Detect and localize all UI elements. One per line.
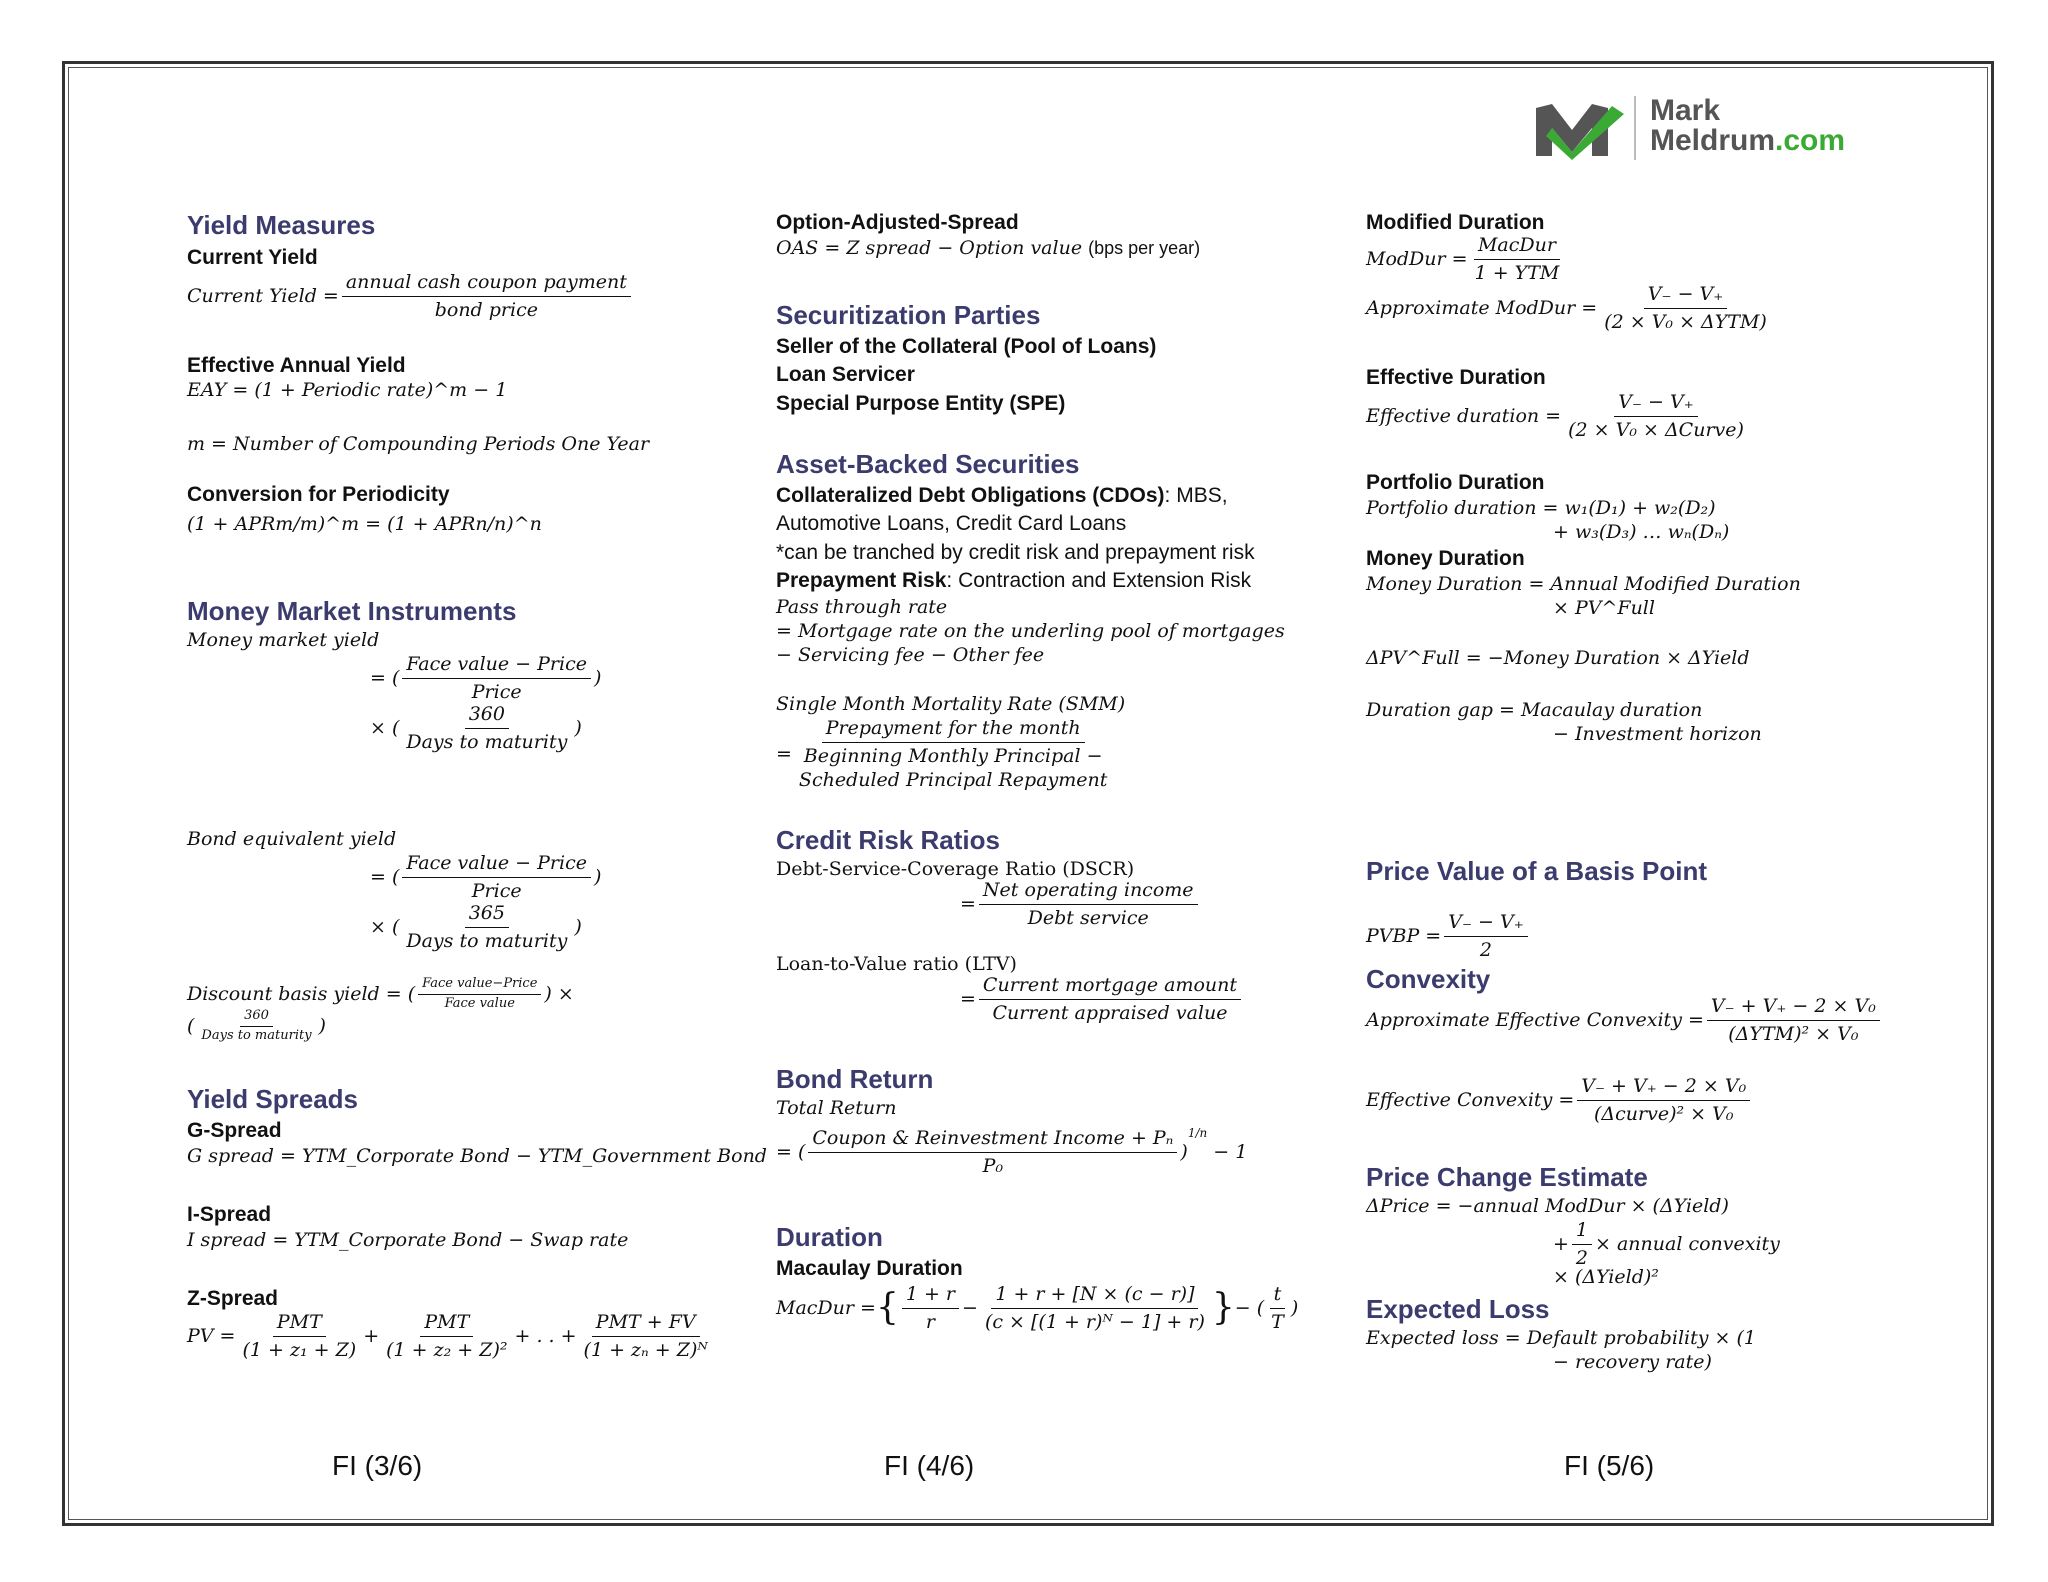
fraction (979, 973, 1241, 1025)
formula-lhs: Effective Convexity = (1366, 1088, 1575, 1111)
numerator: 1 + r (902, 1282, 959, 1309)
numerator: Current mortgage amount (979, 973, 1241, 1000)
denominator: Price (471, 680, 522, 703)
logo-text-dotcom: .com (1775, 124, 1846, 157)
fraction (1572, 1218, 1592, 1270)
formula-mm-line2: × ( $\frac{360}{\text{Days to maturity}}$ ) (370, 703, 582, 753)
fraction (1267, 1282, 1288, 1334)
fraction (580, 1310, 712, 1362)
formula-moddur (1366, 233, 1566, 285)
denominator: (1 + z₂ + Z)² (386, 1338, 508, 1361)
fraction (979, 878, 1198, 930)
formula-g-spread: G spread = YTM_Corporate Bond − YTM_Government Bond (187, 1145, 767, 1167)
fraction (402, 901, 571, 953)
text-total-return: Total Return (776, 1097, 897, 1119)
denominator: (ΔYTM)² × V₀ (1728, 1022, 1859, 1045)
heading-duration: Duration (776, 1222, 883, 1252)
fraction (402, 652, 591, 704)
subheading-macaulay: Macaulay Duration (776, 1257, 963, 1280)
formula-eay: EAY = (1 + Periodic rate)^m − 1 (187, 379, 508, 401)
denominator: Days to maturity (406, 929, 568, 952)
subheading-effective-duration: Effective Duration (1366, 366, 1546, 389)
fraction (1577, 1074, 1750, 1126)
text-prepayment-risk (776, 567, 1251, 595)
formula-conversion: (1 + APRm/m)^m = (1 + APRn/n)^n (187, 513, 542, 535)
formula-total-return: = ( $\frac{\text{Coupon \& Reinvestment Income + Pₙ}}{\text{P₀}}$ ) $^{1/n}$ − 1 (776, 1126, 1248, 1177)
text-sec-party-3: Special Purpose Entity (SPE) (776, 392, 1066, 415)
footer-page-fi-3: FI (3/6) (332, 1450, 423, 1481)
denominator: bond price (434, 298, 538, 321)
denominator: 2 (1575, 1246, 1589, 1269)
subheading-modified-duration: Modified Duration (1366, 211, 1545, 234)
denominator-line1: Beginning Monthly Principal − (803, 744, 1103, 767)
denominator: Current appraised value (992, 1001, 1228, 1024)
numerator: PMT (420, 1310, 473, 1337)
numerator: MacDur (1474, 233, 1560, 260)
formula-discount-basis-yield: Discount basis yield = ( $\frac{\text{Face value−Price}}{\text{Face value}}$ ) × (187, 976, 574, 1011)
formula-approx-moddur (1366, 282, 1774, 334)
formula-lhs: Approximate Effective Convexity = (1366, 1008, 1704, 1031)
numerator: V₋ − V₊ (1644, 282, 1728, 309)
text-cdo-line1 (776, 482, 1228, 510)
subheading-current-yield: Current Yield (187, 246, 318, 269)
numerator: V₋ − V₊ (1614, 390, 1698, 417)
formula-oas-text: OAS = Z spread − Option value (776, 237, 1083, 259)
denominator: Debt service (1027, 906, 1149, 929)
text-m-definition: m = Number of Compounding Periods One Year (187, 433, 650, 455)
subheading-conversion: Conversion for Periodicity (187, 483, 450, 506)
denominator: (1 + zₙ + Z)ᴺ (583, 1338, 708, 1361)
text-prepay-rest: : Contraction and Extension Risk (946, 569, 1252, 592)
numerator: t (1270, 1282, 1286, 1309)
numerator: V₋ + V₊ − 2 × V₀ (1577, 1074, 1750, 1101)
fraction (1471, 233, 1564, 285)
text-ltv: Loan-to-Value ratio (LTV) (776, 953, 1017, 975)
formula-lhs: Effective duration = (1366, 404, 1562, 427)
subheading-z-spread: Z-Spread (187, 1287, 279, 1310)
numerator: 365 (465, 901, 509, 928)
subheading-eay: Effective Annual Yield (187, 354, 406, 377)
denominator-line2: Scheduled Principal Repayment (798, 769, 1108, 792)
formula-tail: × annual convexity (1595, 1232, 1780, 1255)
formula-el-1: Expected loss = Default probability × (1 (1366, 1327, 1756, 1349)
formula-mm-line1: = ( $\frac{\text{Face value − Price}}{\text{Price}}$ ) (370, 653, 602, 703)
exponent: 1/n (1187, 1126, 1208, 1140)
text-bond-equivalent-yield: Bond equivalent yield (187, 828, 397, 850)
logo-divider (1634, 96, 1636, 160)
heading-price-change: Price Change Estimate (1366, 1162, 1648, 1192)
heading-money-market: Money Market Instruments (187, 596, 517, 626)
text-prepay-bold: Prepayment Risk (776, 569, 947, 592)
formula-pce-1: ΔPrice = −annual ModDur × (ΔYield) (1366, 1195, 1729, 1217)
fraction (342, 270, 631, 322)
text-dscr: Debt-Service-Coverage Ratio (DSCR) (776, 858, 1135, 880)
formula-lhs: Current Yield = (187, 284, 339, 307)
text-cdo-line2: Automotive Loans, Credit Card Loans (776, 512, 1127, 535)
denominator: (c × [(1 + r)ᴺ − 1] + r) (984, 1310, 1205, 1333)
formula-duration-gap-1: Duration gap = Macaulay duration (1366, 699, 1703, 721)
subheading-portfolio-duration: Portfolio Duration (1366, 471, 1545, 494)
text-smm-title: Single Month Mortality Rate (SMM) (776, 693, 1126, 715)
denominator: Days to maturity (406, 730, 568, 753)
fraction (197, 1008, 315, 1045)
numerator: Face value − Price (402, 851, 591, 878)
formula-delta-pv: ΔPV^Full = −Money Duration × ΔYield (1366, 647, 1750, 669)
numerator: PMT (273, 1310, 326, 1337)
heading-convexity: Convexity (1366, 964, 1491, 994)
fraction (1600, 282, 1771, 334)
formula-i-spread: I spread = YTM_Corporate Bond − Swap rate (187, 1229, 629, 1251)
text-cdo-bold: Collateralized Debt Obligations (CDOs) (776, 484, 1165, 507)
numerator: PMT + FV (592, 1310, 700, 1337)
numerator: V₋ − V₊ (1444, 910, 1528, 937)
formula-smm: = Prepayment for the month Beginning Monthly Principal − Scheduled Principal Repayment (776, 716, 1114, 793)
fraction (1707, 994, 1880, 1046)
heading-pvbp: Price Value of a Basis Point (1366, 856, 1708, 886)
formula-effective-duration (1366, 390, 1751, 442)
formula-bey-line1: = ( $\frac{\text{Face value − Price}}{\text{Price}}$ ) (370, 852, 602, 902)
fraction (418, 976, 541, 1013)
numerator: Coupon & Reinvestment Income + Pₙ (808, 1126, 1177, 1153)
text-sec-party-2: Loan Servicer (776, 363, 915, 386)
formula-ellipsis: + . . + (514, 1324, 577, 1347)
subheading-i-spread: I-Spread (187, 1203, 272, 1226)
fraction (808, 1126, 1177, 1178)
formula-current-yield (187, 270, 634, 322)
formula-approx-convexity (1366, 994, 1883, 1046)
numerator: 360 (240, 1008, 273, 1027)
text-ptr-2: = Mortgage rate on the underling pool of mortgages (776, 620, 1285, 642)
fraction (402, 702, 571, 754)
formula-portfolio-2: + w₃(D₃) … wₙ(Dₙ) (1553, 521, 1730, 543)
denominator: (Δcurve)² × V₀ (1594, 1102, 1734, 1125)
fraction (1444, 910, 1528, 962)
footer-page-fi-4: FI (4/6) (884, 1450, 975, 1481)
text-sec-party-1: Seller of the Collateral (Pool of Loans) (776, 335, 1157, 358)
formula-el-2: − recovery rate) (1553, 1351, 1712, 1373)
formula-money-1: Money Duration = Annual Modified Duration (1366, 573, 1801, 595)
denominator: Days to maturity (201, 1027, 312, 1043)
numerator: Prepayment for the month (822, 716, 1085, 743)
heading-securitization: Securitization Parties (776, 300, 1041, 330)
fraction (382, 1310, 511, 1362)
formula-lhs: PVBP = (1366, 924, 1442, 947)
formula-lhs: MacDur = (776, 1296, 876, 1319)
denominator: (2 × V₀ × ΔYTM) (1604, 310, 1767, 333)
text-ptr-3: − Servicing fee − Other fee (776, 644, 1045, 666)
fraction (238, 1310, 360, 1362)
denominator: r (925, 1310, 935, 1333)
formula-dscr: = $\frac{\text{Net operating income}}{\text{Debt service}}$ (960, 878, 1201, 930)
formula-portfolio-1: Portfolio duration = w₁(D₁) + w₂(D₂) (1366, 497, 1716, 519)
heading-expected-loss: Expected Loss (1366, 1294, 1550, 1324)
formula-macaulay: MacDur = { $\frac{1 + r}{r}$ − $\frac{1 + r + [N \times (c - r)]}{\text{(c × [(1 + r)ᴺ − 1] + r)}}$ } − ( $\frac{t}{T}$ ) (776, 1283, 1299, 1333)
denominator: Face value (444, 995, 515, 1011)
formula-oas (776, 236, 1200, 261)
formula-lhs: PV = (187, 1324, 236, 1347)
denominator: (1 + z₁ + Z) (242, 1338, 357, 1361)
fraction (902, 1282, 959, 1334)
fraction (981, 1282, 1209, 1334)
formula-pce-3: × (ΔYield)² (1553, 1266, 1659, 1288)
numerator: Face value−Price (418, 976, 541, 995)
heading-yield-measures: Yield Measures (187, 210, 376, 240)
formula-lhs: ModDur = (1366, 247, 1468, 270)
fraction (1564, 390, 1748, 442)
text-cdo-line3: *can be tranched by credit risk and prepayment risk (776, 541, 1255, 564)
numerator: 360 (465, 702, 509, 729)
denominator: Price (471, 879, 522, 902)
formula-lhs: Discount basis yield = (187, 983, 402, 1006)
subheading-money-duration: Money Duration (1366, 547, 1525, 570)
logo-text (1650, 96, 1845, 156)
text-cdo-rest: : MBS, (1164, 484, 1228, 507)
heading-abs: Asset-Backed Securities (776, 449, 1080, 479)
text-money-market-yield: Money market yield (187, 629, 380, 651)
formula-tail: − 1 (1213, 1140, 1248, 1163)
denominator: 2 (1479, 938, 1493, 961)
logo-text-meldrum: Meldrum (1650, 124, 1776, 157)
numerator: 1 + r + [N × (c − r)] (991, 1282, 1198, 1309)
formula-z-spread: PV = $\frac{\text{PMT}}{\text{(1 + z₁ + Z)}}$ + $\frac{\text{PMT}}{\text{(1 + z₂ + Z)²}}$ + . . + $\frac{\text{PMT + FV}}{\text{(1 + zₙ + Z)ᴺ}}$ (187, 1310, 715, 1362)
logo-text-line1: Mark (1650, 94, 1721, 127)
denominator: T (1271, 1310, 1284, 1333)
numerator: Net operating income (979, 878, 1198, 905)
fraction (402, 851, 591, 903)
formula-bey-line2: × ( $\frac{365}{\text{Days to maturity}}$ ) (370, 902, 582, 952)
formula-lhs: Approximate ModDur = (1366, 296, 1598, 319)
formula-oas-units: (bps per year) (1088, 238, 1201, 258)
subheading-g-spread: G-Spread (187, 1119, 282, 1142)
formula-effective-convexity (1366, 1074, 1753, 1126)
formula-money-2: × PV^Full (1553, 597, 1655, 619)
numerator: Face value − Price (402, 652, 591, 679)
denominator: 1 + YTM (1474, 261, 1560, 284)
denominator: (2 × V₀ × ΔCurve) (1568, 418, 1744, 441)
footer-page-fi-5: FI (5/6) (1564, 1450, 1655, 1481)
numerator: annual cash coupon payment (342, 270, 631, 297)
formula-pce-2 (1553, 1218, 1780, 1270)
subheading-oas: Option-Adjusted-Spread (776, 211, 1019, 234)
numerator: V₋ + V₊ − 2 × V₀ (1707, 994, 1880, 1021)
formula-duration-gap-2: − Investment horizon (1553, 723, 1762, 745)
logo-m-icon (1532, 100, 1628, 160)
formula-ltv: = $\frac{\text{Current mortgage amount}}{\text{Current appraised value}}$ (960, 973, 1244, 1025)
heading-yield-spreads: Yield Spreads (187, 1084, 358, 1114)
text-ptr-1: Pass through rate (776, 596, 948, 618)
numerator: 1 (1572, 1218, 1592, 1245)
heading-credit-risk: Credit Risk Ratios (776, 825, 1000, 855)
heading-bond-return: Bond Return (776, 1064, 934, 1094)
formula-plus: + (1553, 1232, 1569, 1255)
formula-discount-basis-yield-2: ( $\frac{360}{\text{Days to maturity}}$ ) (187, 1008, 326, 1043)
denominator: P₀ (982, 1154, 1004, 1177)
denominator (795, 743, 1111, 793)
formula-pvbp (1366, 910, 1531, 962)
fraction (795, 716, 1111, 793)
